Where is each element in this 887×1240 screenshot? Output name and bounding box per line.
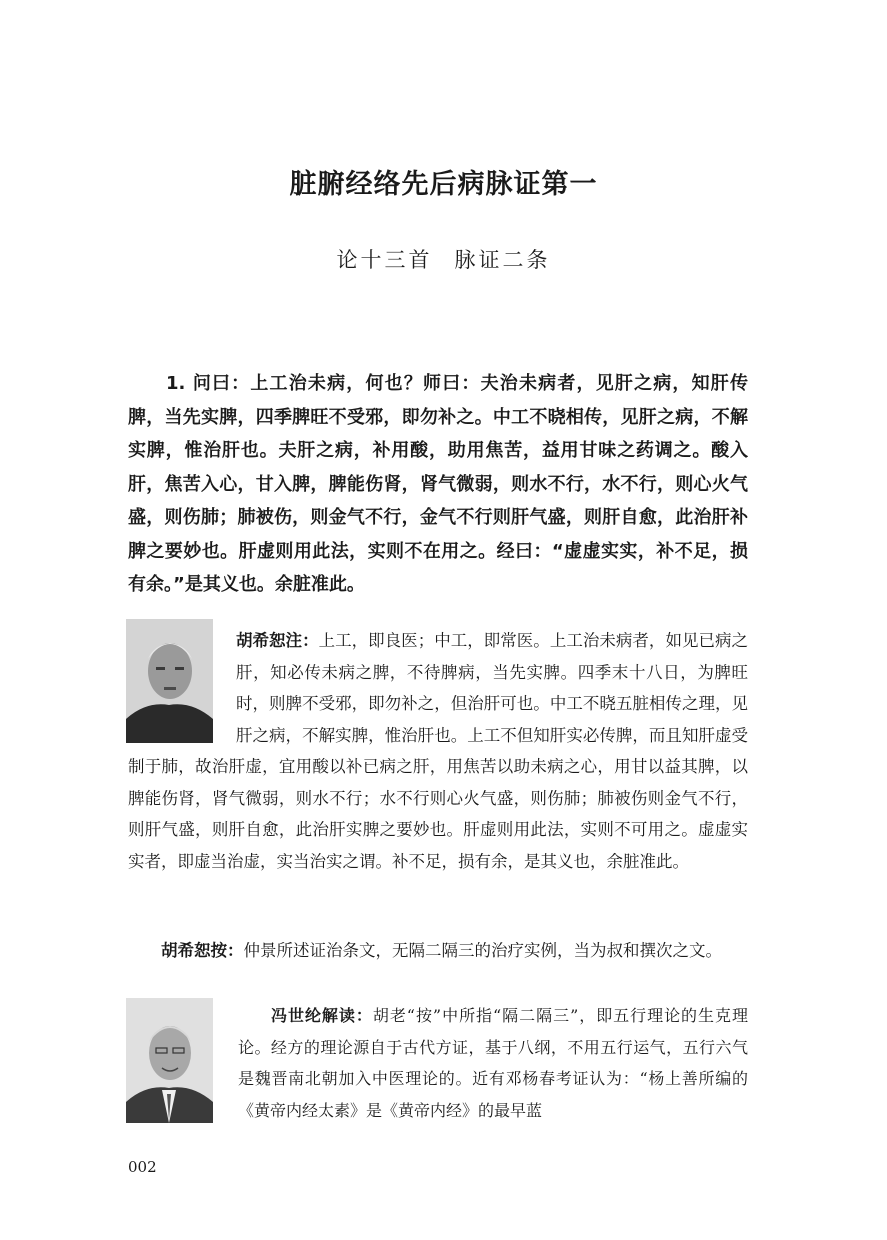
note-hu-paragraph — [128, 935, 748, 966]
commentary-hu-label: 胡希恕注： — [236, 631, 319, 650]
note-hu-text: 仲景所述证治条文，无隔二隔三的治疗实例，当为叔和撰次之文。 — [243, 941, 722, 960]
feng-shilun-portrait — [126, 998, 213, 1123]
commentary-hu-text: 上工，即良医；中工，即常医。上工治未病者，如见已病之肝，知必传未病之脾，不待脾病，当先实脾。四季末十八日，为脾旺时，则脾不受邪，即勿补之，但治肝可也。中工不晓五脏相传之理，见肝之病，不解实脾，惟治肝也。上工不但知肝实必传脾，而且知肝虚受制于肺，故治肝虚，宜用酸以补已病之肝，用焦苦以助未病之心，用甘以益其脾，以脾能伤肾，肾气微弱，则水不行；水不行则心火气盛，则伤肺；肺被伤则金气不行，则肝气盛，则肝自愈，此治肝实脾之要妙也。肝虚则用此法，实则不可用之。虚虚实实者，即虚当治虚，实当治实之谓。补不足，损有余，是其义也，余脏准此。 — [128, 631, 749, 871]
main-text-paragraph: 1. 问曰：上工治未病，何也？师曰：夫治未病者，见肝之病，知肝传脾，当先实脾，四季脾旺不受邪，即勿补之。中工不晓相传，见肝之病，不解实脾，惟治肝也。夫肝之病，补用酸，助用焦苦，益用甘味之药调之。酸入肝，焦苦入心，甘入脾，脾能伤肾，肾气微弱，则水不行，水不行，则心火气盛，则伤肺；肺被伤，则金气不行，金气不行则肝气盛，则肝自愈，此治肝补脾之要妙也。肝虚则用此法，实则不在用之。经曰：“虚虚实实，补不足，损有余。”是其义也。余脏准此。 — [128, 373, 748, 595]
section-subtitle — [0, 244, 887, 274]
commentary-feng-paragraph — [238, 1000, 748, 1126]
page-number: 002 — [128, 1158, 157, 1176]
commentary-hu-paragraph — [128, 625, 748, 877]
subtitle-part-b: 脉证二条 — [454, 248, 551, 272]
commentary-feng-text: 胡老“按”中所指“隔二隔三”，即五行理论的生克理论。经方的理论源自于古代方证，基于八纲，不用五行运气，五行六气是魏晋南北朝加入中医理论的。近有邓杨春考证认为：“杨上善所编的《黄帝内经太素》是《黄帝内经》的最早蓝 — [238, 1006, 748, 1120]
commentary-feng-label: 冯世纶解读： — [271, 1006, 373, 1025]
page-title: 脏腑经络先后病脉证第一 — [289, 169, 598, 200]
subtitle-part-a: 论十三首 — [336, 248, 433, 272]
note-hu-label: 胡希恕按： — [161, 941, 244, 960]
